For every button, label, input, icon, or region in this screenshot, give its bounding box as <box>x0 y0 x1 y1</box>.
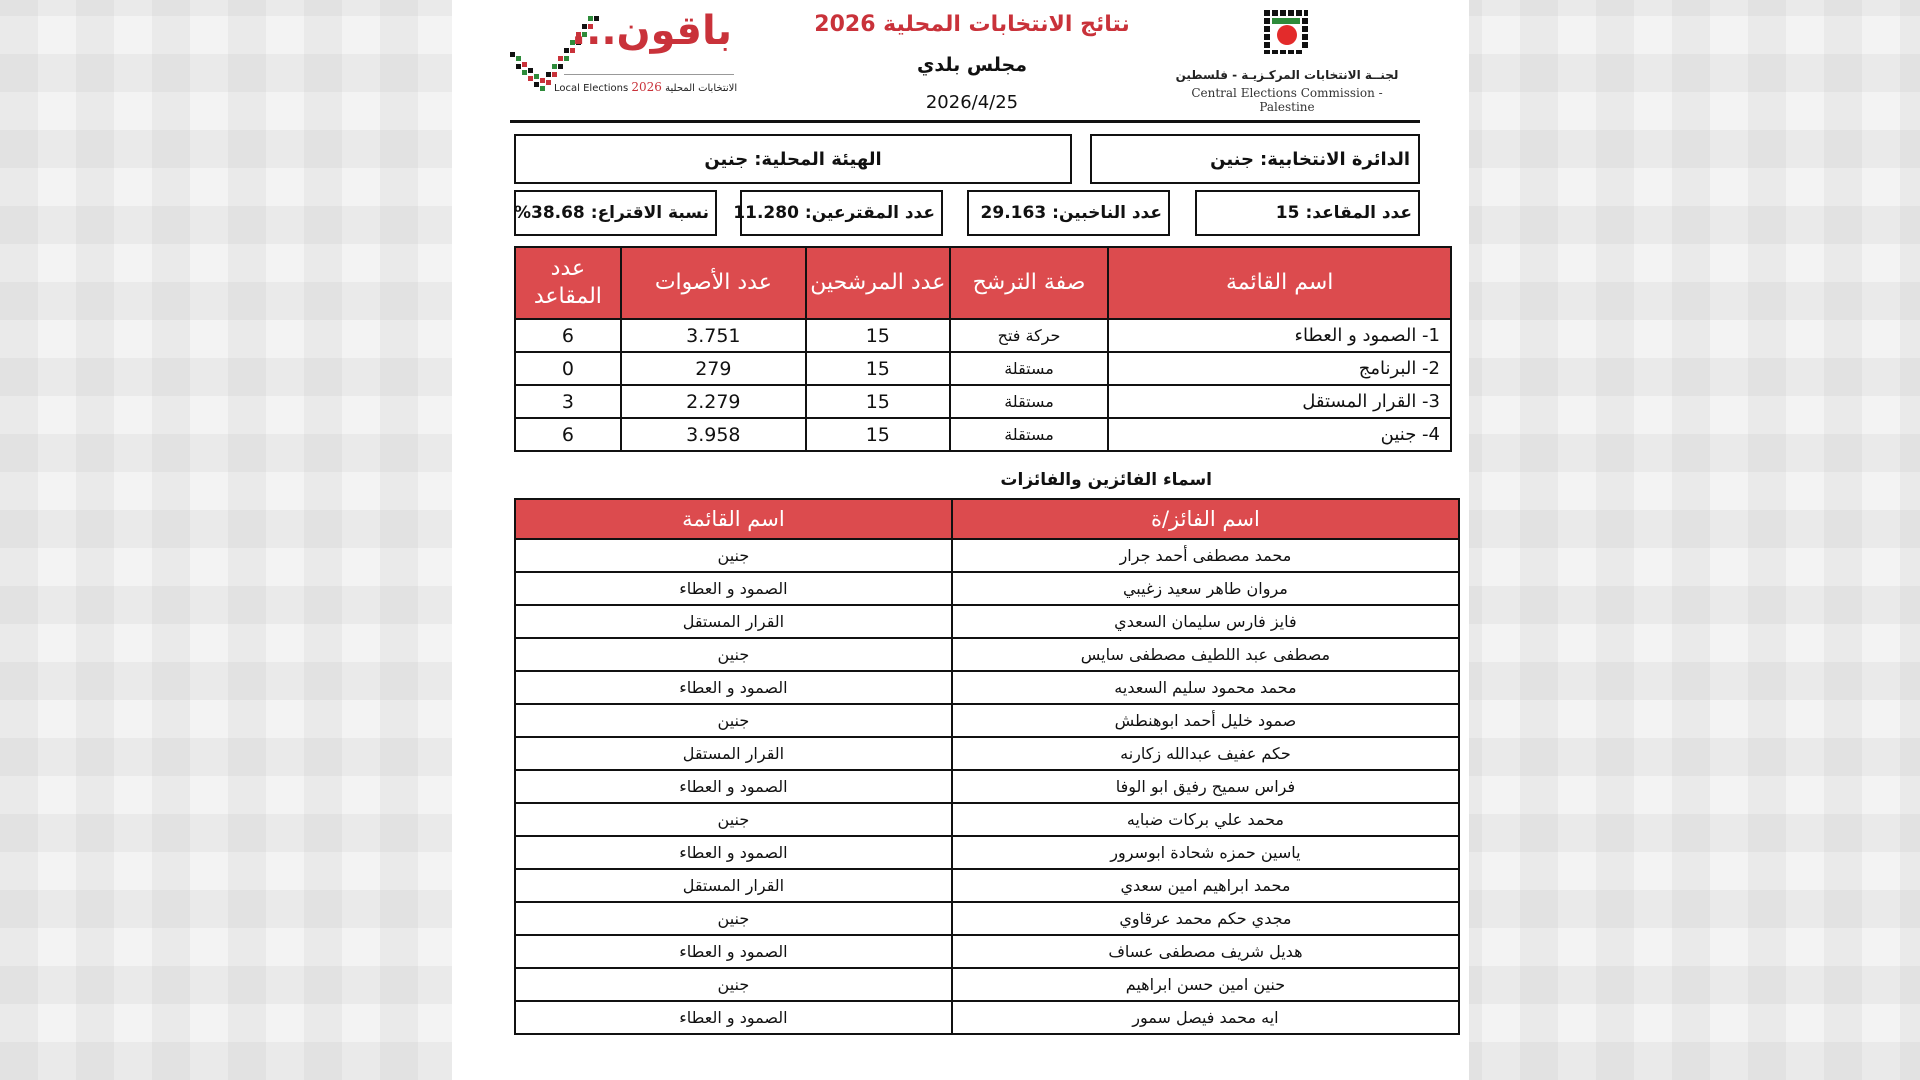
constituency-box <box>1090 134 1420 184</box>
votes-cast-value: 11.280 <box>733 203 799 223</box>
winner-list-cell: جنين <box>515 803 952 836</box>
winner-name-cell: محمد ابراهيم امين سعدي <box>952 869 1459 902</box>
list-name-cell: 4- جنين <box>1108 418 1451 451</box>
results-sheet <box>452 0 1469 1080</box>
winner-name-cell: حكم عفيف عبدالله زكارنه <box>952 737 1459 770</box>
winner-name-cell: مروان طاهر سعيد زغيبي <box>952 572 1459 605</box>
table-row <box>515 572 1459 605</box>
cec-emblem-icon <box>1262 8 1310 56</box>
election-date: 2026/4/25 <box>925 92 1019 113</box>
candidates-cell: 15 <box>806 418 950 451</box>
winner-list-cell: جنين <box>515 704 952 737</box>
table-row <box>515 352 1451 385</box>
header-votes: عدد الأصوات <box>621 247 806 319</box>
candidates-cell: 15 <box>806 319 950 352</box>
turnout-label: نسبة الاقتراع: <box>590 203 709 223</box>
header-divider <box>510 120 1420 123</box>
candidacy-type-cell: مستقلة <box>950 385 1109 418</box>
votes-cell: 279 <box>621 352 806 385</box>
votes-cell: 3.958 <box>621 418 806 451</box>
table-row <box>515 968 1459 1001</box>
list-name-cell: 2- البرنامج <box>1108 352 1451 385</box>
votes-cell: 3.751 <box>621 319 806 352</box>
winners-title: اسماء الفائزين والفائزات <box>1000 470 1212 490</box>
council-type: مجلس بلدي <box>917 54 1027 76</box>
baqoun-caption <box>554 80 744 94</box>
table-row <box>515 539 1459 572</box>
list-name-cell: 1- الصمود و العطاء <box>1108 319 1451 352</box>
winner-name-cell: فايز فارس سليمان السعدي <box>952 605 1459 638</box>
winner-name-cell: ياسين حمزه شحادة ابوسرور <box>952 836 1459 869</box>
page-title: نتائج الانتخابات المحلية 2026 <box>814 12 1130 37</box>
candidacy-type-cell: حركة فتح <box>950 319 1109 352</box>
winner-list-cell: الصمود و العطاء <box>515 671 952 704</box>
table-row <box>515 869 1459 902</box>
seats-cell: 3 <box>515 385 621 418</box>
turnout-box <box>514 190 717 236</box>
local-body-label: الهيئة المحلية: <box>754 148 882 170</box>
table-row <box>515 770 1459 803</box>
winner-list-cell: القرار المستقل <box>515 737 952 770</box>
table-row <box>515 836 1459 869</box>
table-row <box>515 935 1459 968</box>
seats-cell: 0 <box>515 352 621 385</box>
winner-name-cell: حنين امين حسن ابراهيم <box>952 968 1459 1001</box>
winner-list-cell: جنين <box>515 968 952 1001</box>
table-row <box>515 704 1459 737</box>
winners-table <box>514 498 1460 1035</box>
winner-name-cell: محمد مصطفى أحمد جرار <box>952 539 1459 572</box>
votes-cast-label: عدد المقترعين: <box>804 203 935 223</box>
header-list-name: اسم القائمة <box>1108 247 1451 319</box>
table-row <box>515 902 1459 935</box>
list-name-cell: 3- القرار المستقل <box>1108 385 1451 418</box>
winner-list-cell: جنين <box>515 638 952 671</box>
header-winner-list: اسم القائمة <box>515 499 952 539</box>
winner-name-cell: مصطفى عبد اللطيف مصطفى سايس <box>952 638 1459 671</box>
winner-list-cell: الصمود و العطاء <box>515 935 952 968</box>
candidacy-type-cell: مستقلة <box>950 352 1109 385</box>
winner-name-cell: محمد محمود سليم السعديه <box>952 671 1459 704</box>
voters-box <box>967 190 1170 236</box>
local-body-box <box>514 134 1072 184</box>
candidates-cell: 15 <box>806 385 950 418</box>
table-row <box>515 319 1451 352</box>
seats-box <box>1195 190 1420 236</box>
header-seats: عدد المقاعد <box>515 247 621 319</box>
winner-name-cell: هديل شريف مصطفى عساف <box>952 935 1459 968</box>
caption-arabic: الانتخابات المحلية <box>665 83 738 94</box>
winner-list-cell: القرار المستقل <box>515 605 952 638</box>
baqoun-wordmark: باقون... <box>570 8 732 54</box>
votes-cell: 2.279 <box>621 385 806 418</box>
seats-value: 15 <box>1275 203 1300 223</box>
cec-name-arabic: لجنــة الانتخابات المركـزيـة - فلسطين <box>1175 68 1399 82</box>
logo-divider <box>564 74 734 75</box>
table-row <box>515 671 1459 704</box>
seats-label: عدد المقاعد: <box>1305 203 1412 223</box>
table-row <box>515 737 1459 770</box>
candidates-cell: 15 <box>806 352 950 385</box>
winner-list-cell: الصمود و العطاء <box>515 1001 952 1034</box>
caption-english: Local Elections <box>554 83 629 94</box>
table-row <box>515 803 1459 836</box>
winner-name-cell: محمد علي بركات ضبايه <box>952 803 1459 836</box>
winner-name-cell: فراس سميح رفيق ابو الوفا <box>952 770 1459 803</box>
cec-name-english: Central Elections Commission - Palestine <box>1191 86 1383 114</box>
seats-cell: 6 <box>515 319 621 352</box>
winner-list-cell: جنين <box>515 902 952 935</box>
table-row <box>515 1001 1459 1034</box>
seats-cell: 6 <box>515 418 621 451</box>
votes-cast-box <box>733 190 943 236</box>
winner-list-cell: الصمود و العطاء <box>515 836 952 869</box>
winner-list-cell: جنين <box>515 539 952 572</box>
winner-name-cell: مجدي حكم محمد عرقاوي <box>952 902 1459 935</box>
turnout-value: %38.68 <box>513 203 585 223</box>
voters-label: عدد الناخبين: <box>1052 203 1162 223</box>
table-row <box>515 385 1451 418</box>
header-candidates-count: عدد المرشحين <box>806 247 950 319</box>
voters-value: 29.163 <box>980 203 1047 223</box>
table-row <box>515 638 1459 671</box>
winner-name-cell: صمود خليل أحمد ابوهنطش <box>952 704 1459 737</box>
winner-list-cell: الصمود و العطاء <box>515 770 952 803</box>
table-row <box>515 605 1459 638</box>
constituency-label: الدائرة الانتخابية: <box>1260 148 1410 170</box>
table-row <box>515 418 1451 451</box>
winner-list-cell: الصمود و العطاء <box>515 572 952 605</box>
constituency-value: جنين <box>1210 148 1255 170</box>
lists-results-table <box>514 246 1452 452</box>
header-candidacy-type: صفة الترشح <box>950 247 1109 319</box>
winner-list-cell: القرار المستقل <box>515 869 952 902</box>
caption-year: 2026 <box>631 80 662 94</box>
local-body-value: جنين <box>704 148 749 170</box>
candidacy-type-cell: مستقلة <box>950 418 1109 451</box>
header-winner-name: اسم الفائز/ة <box>952 499 1459 539</box>
winner-name-cell: ايه محمد فيصل سمور <box>952 1001 1459 1034</box>
